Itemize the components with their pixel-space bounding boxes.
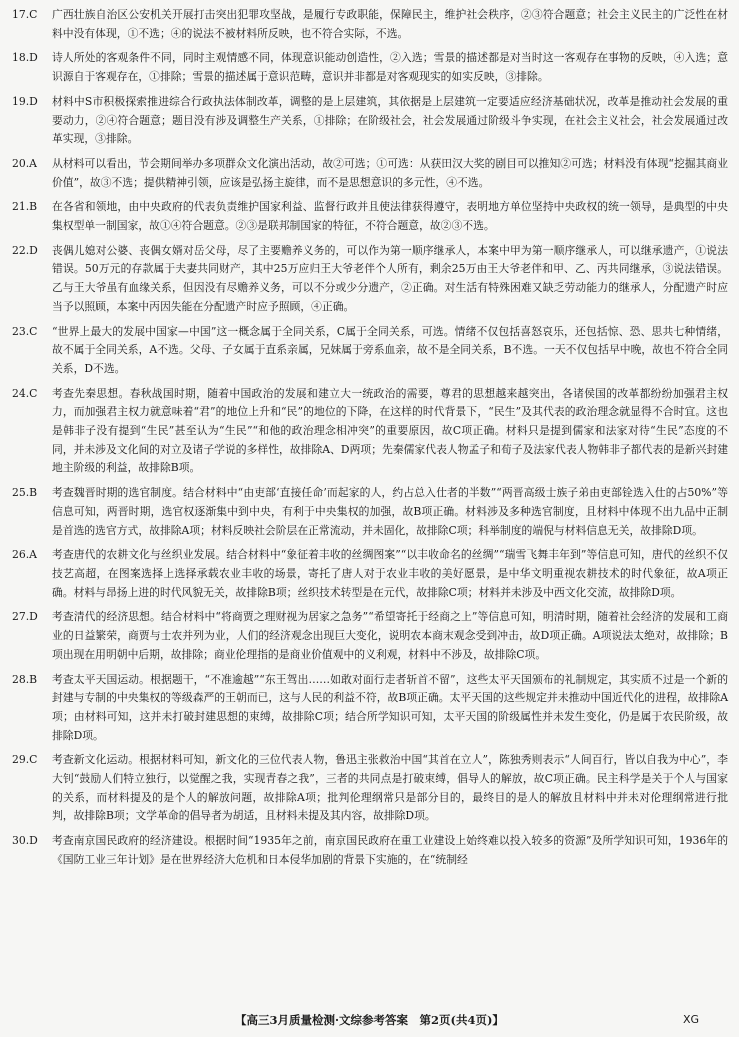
- answer-explanation: 诗人所处的客观条件不同，同时主观情感不同，体现意识能动创造性，②入选；雪景的描述都是对当时这一客观存在事物的反映，④入选；意识源自于客观存在，①排除；雪景的描述属于意识范畴，意识并非都是对客观现实的如实反映，③排除。: [52, 51, 728, 84]
- answer-item: [12, 608, 728, 664]
- answer-number: 23.C: [12, 324, 38, 338]
- answer-item: [12, 832, 728, 869]
- answer-explanation: 材料中S市积极探索推进综合行政执法体制改革，调整的是上层建筑，其依据是上层建筑一定要适应经济基础状况，改革是推动社会发展的重要动力，②④符合题意；题目没有涉及调整生产关系，①排除；在阶级社会，社会发展通过阶级斗争实现，在社会主义社会，社会发展通过改革实现，③排除。: [52, 94, 728, 146]
- answer-item: [12, 671, 728, 746]
- answer-number: 27.D: [12, 610, 38, 624]
- answer-number: 20.A: [12, 156, 37, 170]
- answer-item: [12, 546, 728, 602]
- answer-explanation: 从材料可以看出，节会期间举办多项群众文化演出活动，故②可选；①可选：从获田汉大奖的剧目可以推知②可选；材料没有体现“挖掘其商业价值”，故③不选；提供精神引领，应该是弘扬主旋律，而不是思想意识的多元性，④不选。: [52, 156, 728, 189]
- footer-title: 【高三3月质量检测·文综参考答案 第2页(共4页)】: [235, 1013, 504, 1027]
- answer-number: 18.D: [12, 51, 38, 65]
- answer-number: 30.D: [12, 834, 38, 848]
- answer-number: 21.B: [12, 200, 38, 214]
- answer-item: [12, 751, 728, 826]
- answer-item: [12, 93, 728, 149]
- answer-number: 17.C: [12, 8, 38, 21]
- answer-item: [12, 484, 728, 540]
- answer-item: [12, 242, 728, 317]
- answer-item: [12, 385, 728, 479]
- answer-number: 29.C: [12, 753, 38, 767]
- answer-explanation: 考查清代的经济思想。结合材料中“将商贾之理财视为居家之急务”“希望寄托于经商之上”等信息可知，明清时期，随着社会经济的发展和工商业的日益繁荣，商贾与士农并列为业，人们的经济观念出现巨大变化，说明农本商末观念受到冲击，故D项正确。A项说法太绝对，故排除；B项出现在用明朝中后期，故排除；商业伦理指的是商业价值观中的义利观，材料中不涉及，故排除C项。: [52, 610, 728, 661]
- answer-explanation: 考查唐代的农耕文化与丝织业发展。结合材料中“象征着丰收的丝绸图案”“以丰收命名的丝绸”“瑞雪飞舞丰年到”等信息可知，唐代的丝织不仅技艺高超，在图案选择上选择承载农业丰收的场景，寄托了唐人对于农业丰收的美好愿景，是中华文明重视农耕技术的时代象征，故A项正确。材料与昂扬上进的时代风貌无关，故排除B项；丝织技术转型是在元代，故排除C项；材料并未涉及中西文化交流，故排除D项。: [52, 548, 728, 599]
- answer-explanation: 考查新文化运动。根据材料可知，新文化的三位代表人物，鲁迅主张救治中国“其首在立人”，陈独秀则表示“人间百行，皆以自我为中心”，李大钊“鼓励人们特立独行，以觉醒之我，实现青春之我”，三者的共同点是打破束缚，倡导人的解放，故C项正确。民主科学是关于个人与国家的关系，而材料提及的是个人的解放问题，故排除A项；批判伦理纲常只是部分目的，最终目的是人的解放且材料中并未对伦理纲常进行批判，故排除B项；文学革命的倡导者为胡适，且材料未提及其内容，故排除D项。: [52, 753, 728, 823]
- answer-item: [12, 198, 728, 235]
- answer-number: 24.C: [12, 386, 38, 400]
- answer-explanation: 考查南京国民政府的经济建设。根据时间“1935年之前，南京国民政府在重工业建设上始终难以投入较多的资源”及所学知识可知，1936年的《国防工业三年计划》是在世界经济大危机和日本侵华加剧的背景下实施的，在“统制经: [52, 834, 728, 866]
- answer-explanation: 考查魏晋时期的选官制度。结合材料中“由吏部‘直接任命’而起家的人，约占总入仕者的半数”“两晋高级士族子弟由吏部铨选入仕的占50%”等信息可知，两晋时期，选官权逐渐集中到中央，有利于中央集权的加强，故B项正确。材料涉及多种选官制度，且材料中体现不出九品中正制是首选的选官方式，故排除A项；材料反映社会阶层在正常流动，并未固化，故排除C项；科举制度的端倪与材料信息无关，故排除D项。: [52, 486, 728, 537]
- answer-number: 26.A: [12, 548, 37, 562]
- answer-item: [12, 49, 728, 86]
- footer-code: XG: [682, 1013, 699, 1026]
- answer-explanation: 广西壮族自治区公安机关开展打击突出犯罪攻坚战，是履行专政职能，保障民主，维护社会秩序，②③符合题意；社会主义民主的广泛性在材料中没有体现，①不选；④的说法不被材料所反映，也不符合实际，不选。: [52, 8, 728, 40]
- answer-item: [12, 323, 728, 379]
- answer-explanation: 丧偶儿媳对公婆、丧偶女婿对岳父母，尽了主要赡养义务的，可以作为第一顺序继承人，本案中甲为第一顺序继承人，可以继承遗产，①说法错误。50万元的存款属于夫妻共同财产，其中25万应归王大爷老伴个人所有，剩余25万由王大爷老伴和甲、乙、丙共同继承，③说法错误。乙与王大爷虽有血缘关系，但因没有尽赡养义务，可以不分或少分遗产，②正确。对生活有特殊困难又缺乏劳动能力的继承人，分配遗产时应当予以照顾，本案中丙因失能在分配遗产时应予照顾，④正确。: [52, 243, 728, 313]
- answer-explanation: 在各省和领地，由中央政府的代表负责维护国家利益、监督行政并且使法律获得遵守，表明地方单位坚持中央政权的统一领导，是典型的中央集权型单一制国家，故①④符合题意。②③是联邦制国家的特征，不符合题意，故②③不选。: [52, 200, 728, 233]
- answer-number: 19.D: [12, 94, 38, 108]
- answer-explanation: 考查太平天国运动。根据题干，“不准逾越”“东王驾出……如敢对面行走者斩首不留”，这些太平天国颁布的礼制规定，其实质不过是一个新的封建与专制的中央集权的等级森严的王朝而已，这与人民的利益不符，故B项正确。太平天国的这些规定并未推动中国近代化的进程，故排除A项；由材料可知，这并未打破封建思想的束缚，故排除C项；结合所学知识可知，太平天国的阶级属性并未发生变化，仍是属于农民阶级，故排除D项。: [52, 672, 728, 742]
- answer-number: 25.B: [12, 486, 38, 500]
- answer-item: [12, 155, 728, 192]
- answer-number: 28.B: [12, 672, 38, 686]
- answer-item: [12, 6, 728, 43]
- answer-number: 22.D: [12, 243, 38, 257]
- answer-explanation: 考查先秦思想。春秋战国时期，随着中国政治的发展和建立大一统政治的需要，尊君的思想越来越突出，各诸侯国的改革都纷纷加强君主权力，而加强君主权力就意味着“君”的地位上升和“民”的地位的下降，在这样的时代背景下，“民生”及其代表的政治理念就显得不合时宜。这也是韩非子没有提到“生民”甚至认为“生民”“和他的政治理念相冲突”的重要原因，故C项正确。材料只是提到儒家和法家对待“生民”态度的不同，并未涉及文化间的对立及诸子学说的多样性，故排除A、D两项；先秦儒家代表人物孟子和荀子及法家代表人物韩非子都代表的是新兴封建地主阶级的利益，故排除B项。: [52, 386, 728, 475]
- answer-list: [12, 6, 728, 876]
- answer-explanation: “世界上最大的发展中国家—中国”这一概念属于全同关系，C属于全同关系，可选。情绪不仅包括喜怒哀乐，还包括惊、恐、思共七种情绪，故不属于全同关系，A不选。父母、子女属于直系亲属，兄妹属于旁系血亲，故不是全同关系，B不选。一天不仅包括早中晚，故也不符合全同关系，D不选。: [52, 324, 728, 375]
